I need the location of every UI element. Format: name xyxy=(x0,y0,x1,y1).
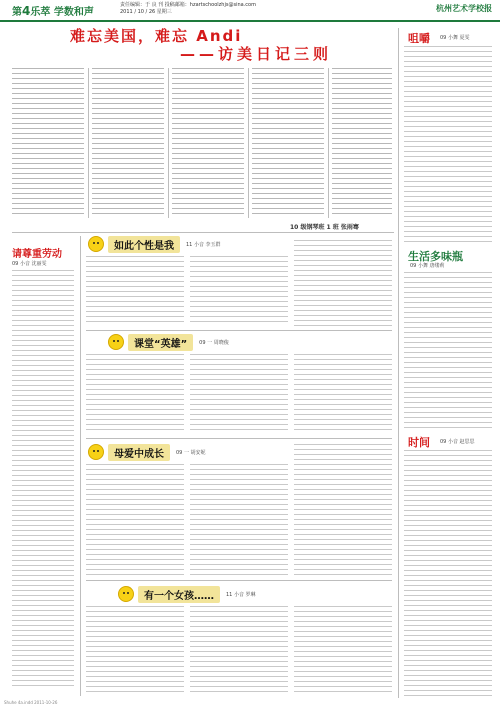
sidebar-3-text xyxy=(404,450,492,696)
sidebar-2-byline: 09 小舞 唐缕莉 xyxy=(410,263,445,269)
article-2-title: 课堂“英雄” xyxy=(128,334,193,351)
sidebar-2-text xyxy=(404,272,492,428)
editor-info xyxy=(120,2,256,16)
article-2-head xyxy=(128,334,229,350)
article-4-head xyxy=(138,586,256,602)
section-name: 学数和声 xyxy=(53,7,94,18)
article-3-text-2 xyxy=(190,464,288,576)
article-3-head xyxy=(108,444,206,460)
article-3-title: 母爱中成长 xyxy=(108,444,170,461)
left-column-heading: 请尊重劳动 xyxy=(12,249,62,260)
article-1-byline: 11 小音 李玉群 xyxy=(186,241,221,248)
masthead xyxy=(0,0,500,22)
article-3-byline: 09 一 胡安妮 xyxy=(176,449,206,456)
editor-line-2: 2011 / 10 / 26 星期三 xyxy=(120,9,172,15)
divider xyxy=(80,236,81,696)
smiley-icon xyxy=(88,236,104,252)
article-1-title: 如此个性是我 xyxy=(108,236,180,253)
divider xyxy=(328,68,329,218)
sidebar-1-byline: 09 小舞 夏雯 xyxy=(440,35,470,41)
divider xyxy=(88,68,89,218)
left-column-text xyxy=(12,270,74,690)
feature-column-2 xyxy=(92,68,164,218)
divider xyxy=(12,232,394,233)
article-4-byline: 11 小音 罗琳 xyxy=(226,591,256,598)
feature-column-5 xyxy=(332,68,392,218)
article-1-text-2 xyxy=(190,256,288,326)
article-3-text-1 xyxy=(86,464,184,576)
page-suffix: 乐萃 xyxy=(30,7,51,18)
sidebar-3-title: 时间 xyxy=(408,436,430,449)
smiley-icon xyxy=(118,586,134,602)
feature-byline: 10 级钢琴班 1 班 张雨骞 xyxy=(290,224,359,231)
editor-line-1: 责任编辑：于 良 刊 投稿邮箱：hzartschoolzhjs@sina.com xyxy=(120,2,256,8)
article-1-text-1 xyxy=(86,256,184,326)
sidebar-1-title: 咀嚼 xyxy=(408,32,430,45)
smiley-icon xyxy=(88,444,104,460)
article-1-text-3 xyxy=(294,240,392,326)
divider xyxy=(248,68,249,218)
feature-column-3 xyxy=(172,68,244,218)
article-4-text-3 xyxy=(294,606,392,696)
divider xyxy=(86,438,392,439)
article-2-byline: 09 一 周晓俊 xyxy=(199,339,229,346)
sidebar-3-byline: 09 小音 赵思思 xyxy=(440,439,475,445)
divider xyxy=(86,580,392,581)
article-4-title: 有一个女孩…… xyxy=(138,586,220,603)
smiley-icon xyxy=(108,334,124,350)
print-footer: Shuhe 4a.indd 2011-10-26 xyxy=(4,700,58,705)
divider xyxy=(86,330,392,331)
article-4-text-1 xyxy=(86,606,184,696)
feature-column-1 xyxy=(12,68,84,218)
article-2-text-3 xyxy=(294,354,392,434)
article-2-text-2 xyxy=(190,354,288,434)
article-2-text-1 xyxy=(86,354,184,434)
feature-column-4 xyxy=(252,68,324,218)
sidebar-1-text xyxy=(404,46,492,242)
page-label: 第 xyxy=(12,7,22,18)
page-num: 4 xyxy=(22,4,31,18)
feature-subtitle: ——访美日记三则 xyxy=(180,45,333,63)
article-1-head xyxy=(108,236,221,252)
divider xyxy=(168,68,169,218)
page-number xyxy=(12,3,94,18)
divider xyxy=(398,28,399,698)
article-4-text-2 xyxy=(190,606,288,696)
school-logo: 杭州艺术学校报 xyxy=(436,4,492,13)
left-column-byline: 09 小音 沈丽雯 xyxy=(12,261,47,267)
sidebar-2-title: 生活多味瓶 xyxy=(408,250,463,263)
article-3-text-3 xyxy=(294,444,392,576)
feature-title: 难忘美国，难忘 Andi xyxy=(70,27,243,45)
